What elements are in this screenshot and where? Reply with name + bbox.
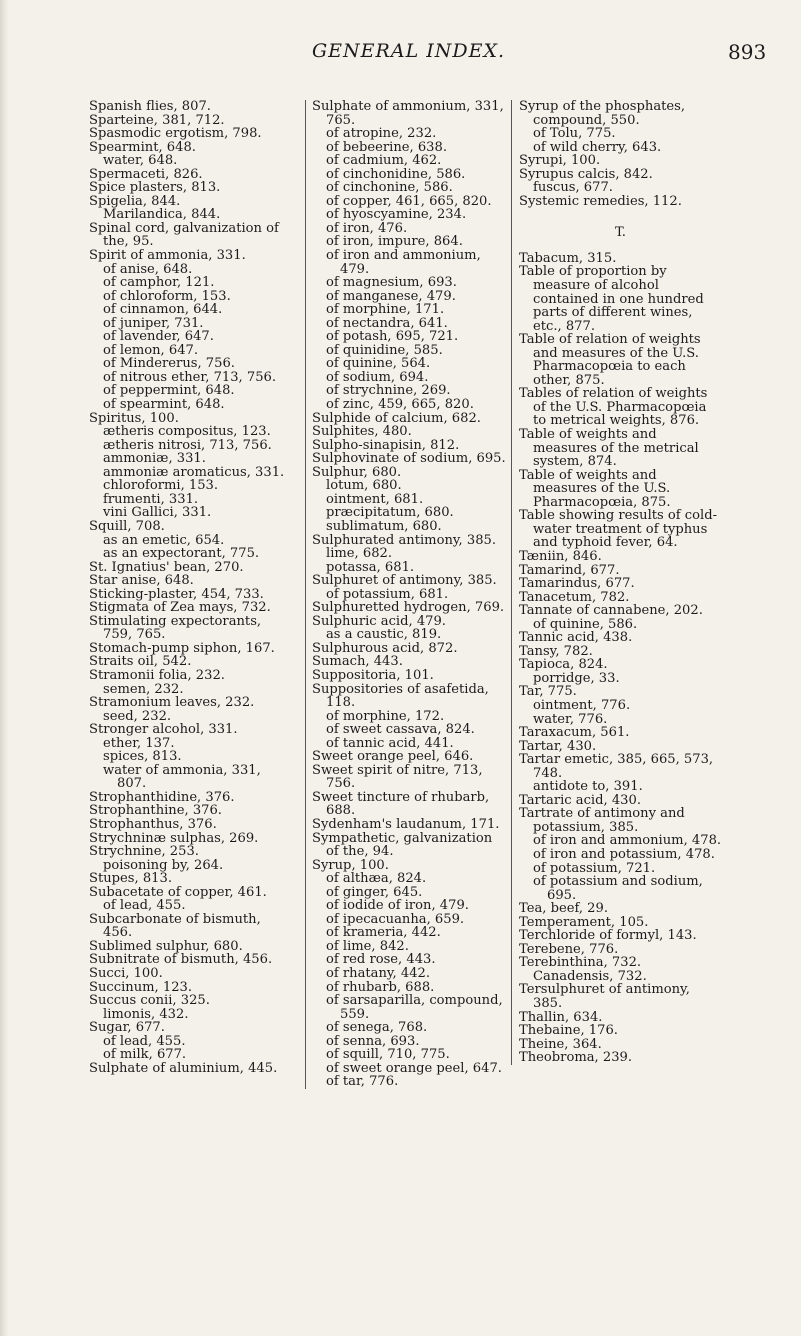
index-subentry: sublimatum, 680.: [326, 518, 442, 534]
index-entry: Tæniin, 846.: [519, 548, 602, 564]
index-entry: Straits oil, 542.: [89, 654, 192, 670]
index-subentry: of potassium, 721.: [533, 860, 656, 876]
index-entry: Syrup, 100.: [312, 857, 389, 873]
index-entry: Tersulphuret of antimony, 385.: [519, 982, 690, 1011]
index-entry: Tapioca, 824.: [519, 657, 608, 673]
index-subentry: of morphine, 172.: [326, 708, 445, 724]
index-subentry: potassa, 681.: [326, 559, 415, 575]
index-subentry: of potash, 695, 721.: [326, 329, 459, 345]
index-entry: Sticking-plaster, 454, 733.: [89, 586, 264, 602]
index-subentry: poisoning by, 264.: [103, 857, 224, 873]
index-entry: Sweet orange peel, 646.: [312, 749, 474, 765]
index-entry: Strophanthus, 376.: [89, 816, 217, 832]
index-subentry: of cadmium, 462.: [326, 153, 442, 169]
index-entry: Sulphites, 480.: [312, 424, 412, 440]
index-entry: Syrupi, 100.: [519, 153, 601, 169]
index-subentry: semen, 232.: [103, 681, 184, 697]
index-subentry: of milk, 677.: [103, 1047, 187, 1063]
index-subentry: of anise, 648.: [103, 261, 193, 277]
page-header: [0, 40, 801, 80]
index-subentry: ætheris compositus, 123.: [103, 424, 271, 440]
index-subentry: of bebeerine, 638.: [326, 139, 448, 155]
index-entry: Tartrate of antimony and potassium, 385.: [519, 806, 685, 835]
index-subentry: of iron and potassium, 478.: [533, 846, 715, 862]
index-entry: Terchloride of formyl, 143.: [519, 928, 697, 944]
index-subentry: of tannic acid, 441.: [326, 735, 454, 751]
index-entry: Thallin, 634.: [519, 1009, 603, 1025]
index-entry: Tansy, 782.: [519, 643, 593, 659]
index-column-1: [89, 100, 291, 1075]
index-entry: St. Ignatius' bean, 270.: [89, 559, 244, 575]
index-entry: Strophanthidine, 376.: [89, 789, 235, 805]
index-entry: Stimulating expectorants, 759, 765.: [89, 613, 262, 643]
index-entry: Succinum, 123.: [89, 979, 193, 995]
index-subentry: of lime, 842.: [326, 938, 409, 954]
index-subentry: of juniper, 731.: [103, 315, 204, 331]
index-subentry: of peppermint, 648.: [103, 383, 235, 399]
index-subentry: of krameria, 442.: [326, 925, 441, 941]
index-subentry: as a caustic, 819.: [326, 627, 442, 643]
index-entry: Subnitrate of bismuth, 456.: [89, 952, 273, 968]
index-subentry: of sweet orange peel, 647.: [326, 1060, 502, 1076]
index-subentry: water of ammonia, 331, 807.: [103, 762, 261, 792]
index-subentry: of hyoscyamine, 234.: [326, 207, 467, 223]
index-entry: Sulphuric acid, 479.: [312, 613, 446, 629]
index-entry: Sympathetic, galvanization of the, 94.: [312, 830, 493, 860]
index-subentry: of rhubarb, 688.: [326, 979, 435, 995]
index-subentry: ointment, 681.: [326, 491, 424, 507]
index-entry: Tamarind, 677.: [519, 562, 620, 578]
index-subentry: of squill, 710, 775.: [326, 1047, 450, 1063]
index-subentry: of camphor, 121.: [103, 275, 215, 291]
index-subentry: of nitrous ether, 713, 756.: [103, 369, 277, 385]
index-subentry: of iron and ammonium, 478.: [533, 833, 722, 849]
page-number: 893: [728, 40, 767, 64]
index-subentry: of rhatany, 442.: [326, 966, 431, 981]
index-entry: Tar, 775.: [519, 684, 577, 700]
index-entry: Spasmodic ergotism, 798.: [89, 126, 262, 142]
index-entry: Squill, 708.: [89, 518, 165, 534]
index-subentry: of magnesium, 693.: [326, 275, 457, 291]
index-entry: Tabacum, 315.: [519, 250, 617, 266]
index-subentry: of morphine, 171.: [326, 302, 445, 318]
index-subentry: frumenti, 331.: [103, 491, 199, 507]
index-subentry: of ginger, 645.: [326, 884, 423, 900]
index-entry: Succi, 100.: [89, 966, 163, 981]
index-subentry: chloroformi, 153.: [103, 478, 219, 494]
column-entries: [89, 100, 291, 1075]
index-subentry: ether, 137.: [103, 735, 175, 751]
index-subentry: of lavender, 647.: [103, 329, 214, 345]
index-subentry: of quinine, 564.: [326, 356, 431, 372]
index-entry: Taraxacum, 561.: [519, 725, 630, 741]
index-entry: Stramonium leaves, 232.: [89, 695, 255, 711]
index-subentry: of cinnamon, 644.: [103, 302, 223, 318]
index-entry: Thebaine, 176.: [519, 1023, 618, 1039]
index-entry: Sulpho-sinapisin, 812.: [312, 437, 460, 453]
index-subentry: of quinine, 586.: [533, 616, 638, 632]
index-subentry: of Tolu, 775.: [533, 126, 616, 142]
index-entry: Tanacetum, 782.: [519, 589, 630, 605]
index-entry: Spinal cord, galvanization of the, 95.: [89, 220, 279, 250]
index-entry: Terebinthina, 732.: [519, 955, 642, 971]
index-entry: Sumach, 443.: [312, 654, 403, 670]
index-subentry: of tar, 776.: [326, 1074, 399, 1090]
index-subentry: of spearmint, 648.: [103, 397, 225, 413]
index-subentry: of lead, 455.: [103, 898, 186, 914]
index-entry: Spanish flies, 807.: [89, 99, 211, 114]
index-entry: Table of weights and measures of the U.S. Pharmacopœia, 875.: [519, 467, 671, 510]
index-subentry: of althæa, 824.: [326, 871, 427, 887]
index-entry: Sulphurous acid, 872.: [312, 640, 458, 656]
index-entry: Terebene, 776.: [519, 941, 619, 957]
index-entry: Strychninæ sulphas, 269.: [89, 830, 259, 846]
index-subentry: præcipitatum, 680.: [326, 505, 454, 521]
index-subentry: vini Gallici, 331.: [103, 505, 212, 521]
index-entry: Tea, beef, 29.: [519, 901, 609, 917]
index-subentry: of sodium, 694.: [326, 369, 429, 385]
index-subentry: seed, 232.: [103, 708, 172, 724]
index-subentry: of iron, impure, 864.: [326, 234, 463, 250]
index-subentry: of chloroform, 153.: [103, 288, 231, 304]
index-entry: Sparteine, 381, 712.: [89, 112, 225, 128]
index-entry: Spirit of ammonia, 331.: [89, 248, 246, 264]
index-subentry: water, 648.: [103, 153, 178, 169]
index-entry: Sulphur, 680.: [312, 464, 402, 480]
index-entry: Sulphuretted hydrogen, 769.: [312, 600, 505, 616]
index-subentry: of atropine, 232.: [326, 126, 437, 142]
index-subentry: of iodide of iron, 479.: [326, 898, 469, 914]
index-entry: Suppositories of asafetida, 118.: [312, 681, 489, 711]
index-subentry: of sarsaparilla, compound, 559.: [326, 993, 503, 1022]
index-entry: Sydenham's laudanum, 171.: [312, 816, 500, 832]
index-entry: Spearmint, 648.: [89, 139, 196, 155]
index-subentry: ammoniæ aromaticus, 331.: [103, 464, 285, 480]
index-entry: Tartar, 430.: [519, 738, 597, 754]
index-subentry: Marilandica, 844.: [103, 207, 221, 223]
index-entry: Table of weights and measures of the metrical system, 874.: [519, 427, 699, 470]
index-subentry: ointment, 776.: [533, 697, 631, 713]
index-entry: Strophanthine, 376.: [89, 803, 222, 819]
index-entry: Sulphate of aluminium, 445.: [89, 1060, 278, 1076]
index-subentry: of senna, 693.: [326, 1033, 420, 1049]
index-entry: Suppositoria, 101.: [312, 667, 434, 683]
index-entry: Succus conii, 325.: [89, 993, 210, 1009]
index-entry: Star anise, 648.: [89, 573, 194, 589]
index-subentry: of copper, 461, 665, 820.: [326, 193, 492, 209]
column-entries: [512, 100, 722, 1065]
index-column-2: [305, 100, 508, 1089]
column-entries: [306, 100, 508, 1089]
index-entry: Stronger alcohol, 331.: [89, 722, 238, 738]
index-entry: Systemic remedies, 112.: [519, 193, 682, 209]
index-entry: Stramonii folia, 232.: [89, 667, 225, 683]
index-subentry: spices, 813.: [103, 749, 182, 765]
index-subentry: lotum, 680.: [326, 478, 402, 494]
index-entry: Sulphurated antimony, 385.: [312, 532, 497, 548]
index-subentry: limonis, 432.: [103, 1006, 189, 1022]
index-entry: Tannate of cannabene, 202.: [519, 603, 703, 619]
index-subentry: antidote to, 391.: [533, 779, 643, 795]
section-letter-heading: T.: [615, 225, 626, 241]
index-subentry: ammoniæ, 331.: [103, 451, 206, 467]
index-subentry: of manganese, 479.: [326, 288, 456, 304]
index-subentry: of nectandra, 641.: [326, 315, 448, 331]
index-subentry: of iron, 476.: [326, 220, 408, 236]
index-entry: Stomach-pump siphon, 167.: [89, 640, 275, 656]
index-subentry: of iron and ammonium, 479.: [326, 248, 481, 277]
index-entry: Sublimed sulphur, 680.: [89, 938, 243, 954]
index-subentry: water, 776.: [533, 711, 608, 727]
index-entry: Tartar emetic, 385, 665, 573, 748.: [519, 752, 714, 781]
index-subentry: of zinc, 459, 665, 820.: [326, 397, 474, 413]
index-column-3: [511, 100, 722, 1065]
index-subentry: of ipecacuanha, 659.: [326, 911, 465, 927]
index-subentry: of cinchonidine, 586.: [326, 166, 466, 182]
index-entry: Sulphide of calcium, 682.: [312, 410, 481, 426]
index-entry: Subacetate of copper, 461.: [89, 884, 267, 900]
index-entry: Tartaric acid, 430.: [519, 792, 641, 808]
index-subentry: of sweet cassava, 824.: [326, 722, 475, 738]
index-subentry: of potassium and sodium, 695.: [533, 874, 703, 903]
index-entry: Table of proportion by measure of alcohol contained in one hundred parts of different wines, etc., 877.: [519, 264, 704, 334]
index-entry: Tannic acid, 438.: [519, 630, 633, 646]
index-subentry: of lemon, 647.: [103, 342, 199, 358]
index-subentry: of lead, 455.: [103, 1033, 186, 1049]
index-subentry: of wild cherry, 643.: [533, 139, 662, 155]
index-entry: Sweet tincture of rhubarb, 688.: [312, 789, 490, 819]
index-entry: Sugar, 677.: [89, 1020, 165, 1036]
index-subentry: of Mindererus, 756.: [103, 356, 235, 372]
index-subentry: as an expectorant, 775.: [103, 546, 260, 562]
index-entry: Table of relation of weights and measures of the U.S. Pharmacopœia to each other, 875.: [519, 332, 701, 388]
index-entry: Syrup of the phosphates, compound, 550.: [519, 99, 686, 128]
index-entry: Spice plasters, 813.: [89, 180, 221, 196]
index-entry: Strychnine, 253.: [89, 844, 199, 860]
index-subentry: porridge, 33.: [533, 670, 620, 686]
index-entry: Tables of relation of weights of the U.S. Pharmacopœia to metrical weights, 876.: [519, 386, 708, 429]
index-subentry: of potassium, 681.: [326, 586, 449, 602]
index-entry: Sulphate of ammonium, 331, 765.: [312, 99, 504, 128]
index-subentry: Canadensis, 732.: [533, 968, 647, 984]
index-entry: Temperament, 105.: [519, 914, 649, 930]
index-entry: Sulphuret of antimony, 385.: [312, 573, 497, 589]
index-subentry: of senega, 768.: [326, 1020, 428, 1036]
index-subentry: of cinchonine, 586.: [326, 180, 453, 196]
index-entry: Spermaceti, 826.: [89, 166, 203, 182]
index-subentry: of quinidine, 585.: [326, 342, 443, 358]
index-entry: Stigmata of Zea mays, 732.: [89, 600, 271, 616]
index-subentry: of red rose, 443.: [326, 952, 436, 968]
index-subentry: of strychnine, 269.: [326, 383, 451, 399]
index-subentry: lime, 682.: [326, 546, 393, 562]
index-entry: Sulphovinate of sodium, 695.: [312, 451, 506, 467]
index-entry: Stupes, 813.: [89, 871, 172, 887]
page-binding-edge: [0, 0, 9, 1336]
index-subentry: ætheris nitrosi, 713, 756.: [103, 437, 272, 453]
index-entry: Sweet spirit of nitre, 713, 756.: [312, 762, 483, 792]
running-title: GENERAL INDEX.: [312, 40, 506, 62]
index-entry: Theine, 364.: [519, 1036, 602, 1052]
index-subentry: fuscus, 677.: [533, 180, 613, 196]
index-entry: Subcarbonate of bismuth, 456.: [89, 911, 261, 941]
index-subentry: as an emetic, 654.: [103, 532, 225, 548]
index-entry: Spiritus, 100.: [89, 410, 179, 426]
index-entry: Spigelia, 844.: [89, 193, 181, 209]
index-entry: Theobroma, 239.: [519, 1050, 633, 1066]
index-entry: Table showing results of cold-water treatment of typhus and typhoid fever, 64.: [519, 508, 718, 551]
index-entry: Tamarindus, 677.: [519, 576, 635, 592]
index-entry: Syrupus calcis, 842.: [519, 166, 653, 182]
